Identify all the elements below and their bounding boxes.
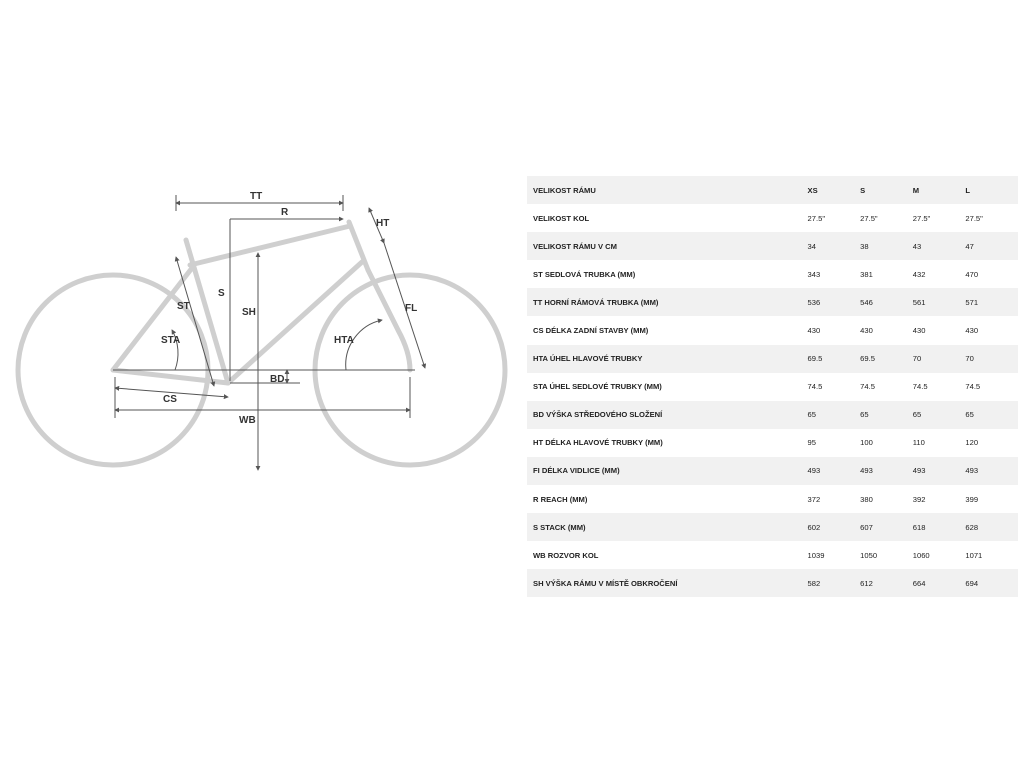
label-tt: TT [250, 191, 263, 202]
row-value: 493 [965, 457, 1018, 485]
row-value: 95 [807, 438, 816, 448]
row-value: 34 [808, 232, 861, 260]
row-value: 602 [808, 513, 861, 541]
row-value: 430 [807, 326, 821, 336]
row-label: SH VÝŠKA RÁMU V MÍSTĚ OBKROČENÍ [527, 569, 808, 597]
label-hta: HTA [334, 335, 354, 346]
table-row [527, 485, 1018, 513]
label-ht: HT [376, 218, 390, 229]
row-label: R REACH (MM) [533, 494, 588, 504]
label-cs: CS [163, 394, 177, 405]
row-value: 1050 [860, 550, 878, 560]
row-value: 392 [912, 494, 926, 504]
label-r: R [281, 207, 289, 218]
table-row [527, 204, 1018, 232]
row-value: 430 [860, 326, 873, 336]
row-value: 65 [860, 401, 913, 429]
row-value: 694 [965, 569, 1018, 597]
row-value: 546 [860, 288, 913, 316]
row-label: STA ÚHEL SEDLOVÉ TRUBKY (MM) [533, 382, 662, 392]
row-value: 65 [913, 401, 966, 429]
row-value: 571 [965, 288, 1018, 316]
row-value: 1039 [807, 550, 825, 560]
table-row [527, 345, 1018, 373]
size-header: M [913, 176, 966, 204]
table-row [527, 260, 1018, 288]
row-value: 399 [965, 494, 979, 504]
row-value: 74.5 [965, 382, 981, 392]
row-value: 536 [808, 288, 861, 316]
table-header-row [527, 176, 1018, 204]
label-sta: STA [161, 335, 181, 346]
row-value: 628 [965, 513, 1018, 541]
row-label: BD VÝŠKA STŘEDOVÉHO SLOŽENÍ [527, 401, 808, 429]
row-label: HTA ÚHEL HLAVOVÉ TRUBKY [527, 345, 808, 373]
row-value: 69.5 [808, 345, 861, 373]
row-value: 493 [913, 457, 966, 485]
table-row [527, 541, 1018, 569]
row-value: 430 [965, 326, 979, 336]
row-label: VELIKOST KOL [533, 213, 590, 223]
row-value: 612 [860, 569, 913, 597]
row-value: 65 [808, 401, 861, 429]
row-value: 381 [860, 269, 873, 279]
row-value: 70 [913, 345, 966, 373]
row-value: 664 [913, 569, 966, 597]
row-label: ST SEDLOVÁ TRUBKA (MM) [533, 269, 636, 279]
table-row [527, 513, 1018, 541]
label-fl: FL [405, 303, 418, 314]
row-label: HT DÉLKA HLAVOVÉ TRUBKY (MM) [533, 438, 663, 448]
table-row [527, 316, 1018, 344]
row-label: CS DÉLKA ZADNÍ STAVBY (MM) [533, 326, 649, 336]
row-label: TT HORNÍ RÁMOVÁ TRUBKA (MM) [527, 288, 808, 316]
label-st: ST [177, 301, 190, 312]
row-value: 1071 [965, 550, 983, 560]
row-value: 69.5 [860, 345, 913, 373]
size-header: S [860, 176, 913, 204]
table-row [527, 429, 1018, 457]
table-row [527, 569, 1018, 597]
row-value: 27.5" [912, 213, 931, 223]
table-row [527, 232, 1018, 260]
down-tube [228, 262, 362, 383]
bike-frame [113, 222, 410, 383]
row-value: 70 [965, 345, 1018, 373]
table-row [527, 457, 1018, 485]
label-bd: BD [270, 374, 285, 385]
row-label: WB ROZVOR KOL [533, 550, 599, 560]
row-value: 343 [807, 269, 821, 279]
label-s: S [218, 288, 225, 299]
label-wb: WB [239, 415, 256, 426]
table-row [527, 373, 1018, 401]
row-value: 380 [860, 494, 873, 504]
table-row [527, 401, 1018, 429]
row-value: 432 [912, 269, 926, 279]
row-label: FI DÉLKA VIDLICE (MM) [527, 457, 808, 485]
row-value: 470 [965, 269, 979, 279]
row-value: 430 [912, 326, 926, 336]
geometry-table [527, 176, 1018, 597]
row-value: 582 [808, 569, 861, 597]
row-label: S STACK (MM) [527, 513, 808, 541]
row-value: 1060 [912, 550, 930, 560]
row-value: 74.5 [860, 382, 875, 392]
row-value: 74.5 [807, 382, 823, 392]
row-value: 493 [808, 457, 861, 485]
header-label: VELIKOST RÁMU [527, 176, 808, 204]
row-value: 561 [913, 288, 966, 316]
size-header: XS [808, 176, 861, 204]
row-value: 27.5" [860, 213, 878, 223]
fork [368, 270, 410, 370]
size-header: L [965, 176, 1018, 204]
dimension-lines [113, 195, 425, 470]
row-value: 372 [807, 494, 821, 504]
row-value: 43 [913, 232, 966, 260]
table-row [527, 288, 1018, 316]
row-value: 607 [860, 513, 913, 541]
row-value: 74.5 [912, 382, 928, 392]
row-value: 47 [965, 232, 1018, 260]
row-value: 618 [913, 513, 966, 541]
row-value: 38 [860, 232, 913, 260]
row-value: 65 [965, 401, 1018, 429]
row-label: VELIKOST RÁMU V CM [527, 232, 808, 260]
row-value: 493 [860, 457, 913, 485]
row-value: 110 [912, 438, 925, 448]
row-value: 27.5" [807, 213, 826, 223]
label-sh: SH [242, 307, 256, 318]
top-tube [190, 226, 350, 265]
row-value: 120 [965, 438, 979, 448]
row-value: 27.5" [965, 213, 983, 223]
row-value: 100 [860, 438, 873, 448]
